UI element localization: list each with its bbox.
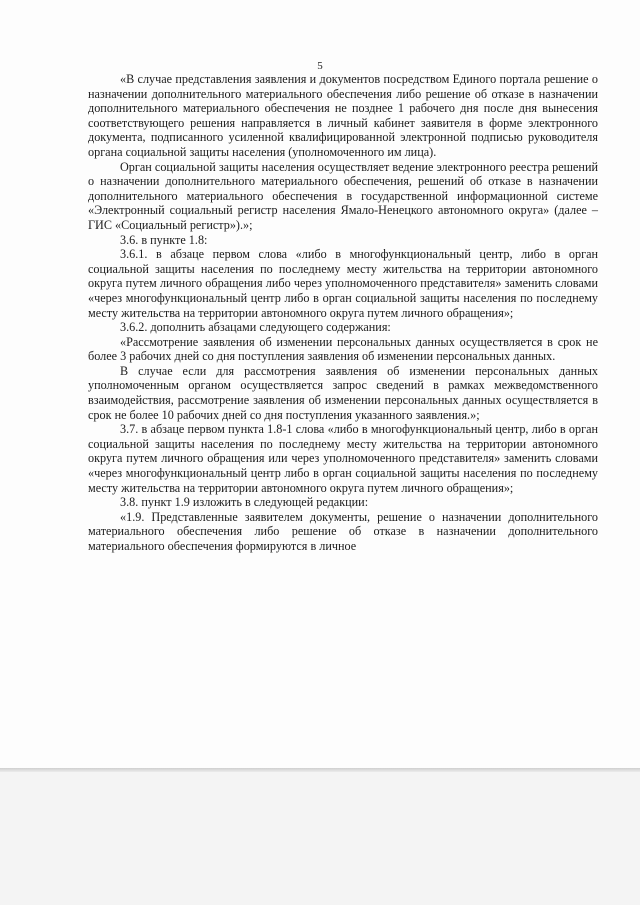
paragraph: «1.9. Представленные заявителем документы, решение о назначении дополнительного материального обеспечения либо решение об отказе в назначении дополнительного материального обеспечения формируются в личное — [88, 509, 598, 553]
paragraph: 3.6.2. дополнить абзацами следующего содержания: — [120, 320, 391, 335]
document-body — [88, 72, 598, 554]
paragraph: 3.7. в абзаце первом пункта 1.8-1 слова «либо в многофункциональный центр, либо в орган социальной защиты населения по последнему месту жительства на территории автономного округа путем личного обращения или через уполномоченного представителя» заменить словами «через многофункциональный центр либо в орган социальной защиты населения по последнему месту жительства на территории автономного округа путем личного обращения»; — [88, 422, 598, 495]
paragraph: 3.6. в пункте 1.8: — [120, 232, 208, 247]
paragraph: «Рассмотрение заявления об изменении персональных данных осуществляется в срок не более 3 рабочих дней со дня поступления заявления об изменении персональных данных. — [88, 334, 598, 364]
paragraph: Орган социальной защиты населения осуществляет ведение электронного реестра решений о назначении дополнительного материального обеспечения, решений об отказе в назначении дополнительного материального обеспечения в государственной информационной системе «Электронный социальный регистр населения Ямало-Ненецкого автономного округа» (далее – ГИС «Социальный регистр»).»; — [88, 159, 598, 232]
paragraph: 3.8. пункт 1.9 изложить в следующей редакции: — [120, 495, 369, 510]
page-bottom-edge — [0, 768, 640, 772]
paragraph: 3.6.1. в абзаце первом слова «либо в многофункциональный центр, либо в орган социальной защиты населения по последнему месту жительства на территории автономного округа путем личного обращения либо через уполномоченного представителя» заменить словами «через многофункциональный центр либо в орган социальной защиты населения по последнему месту жительства на территории автономного округа путем личного обращения»; — [88, 247, 598, 320]
paragraph: В случае если для рассмотрения заявления об изменении персональных данных уполномоченным органом осуществляется запрос сведений в рамках межведомственного взаимодействия, рассмотрение заявления об изменении персональных данных осуществляется в срок не более 10 рабочих дней со дня поступления указанного заявления.»; — [88, 363, 598, 422]
paragraph: «В случае представления заявления и документов посредством Единого портала решение о назначении дополнительного материального обеспечения либо решение об отказе в назначении дополнительного материального обеспечения не позднее 1 рабочего дня после дня вынесения соответствующего решения направляется в личный кабинет заявителя в форме электронного документа, подписанного усиленной квалифицированной электронной подписью руководителя органа социальной защиты населения (уполномоченного им лица). — [88, 72, 598, 159]
page-number: 5 — [317, 60, 323, 72]
